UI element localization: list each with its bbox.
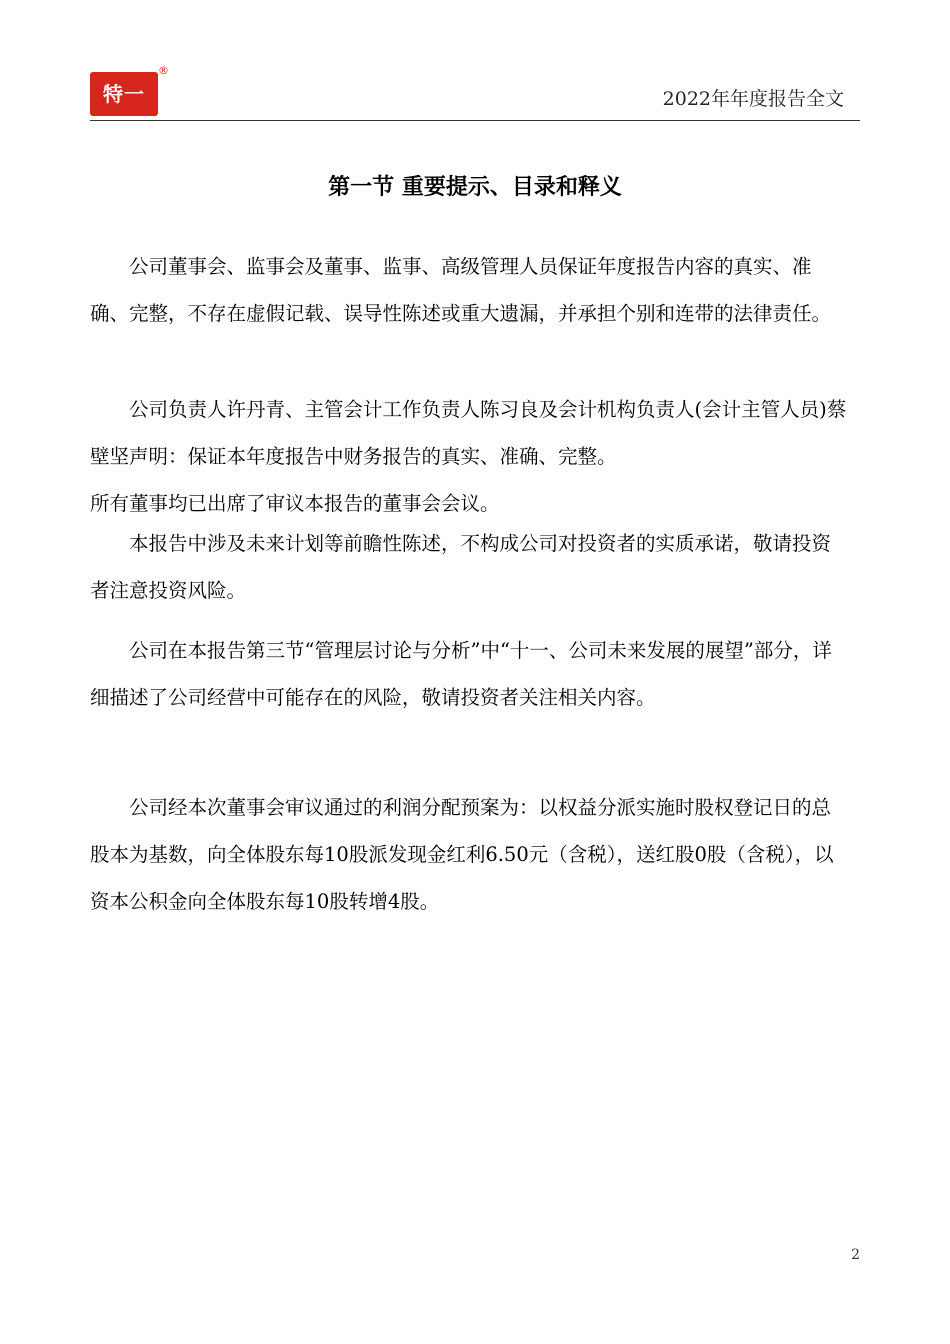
page-number: 2	[851, 1247, 860, 1263]
paragraph-1	[90, 243, 850, 337]
report-title: 2022年年度报告全文	[662, 88, 844, 110]
paragraph-text: 公司董事会、监事会及董事、监事、高级管理人员保证年度报告内容的真实、准确、完整，不存在虚假记载、误导性陈述或重大遗漏，并承担个别和连带的法律责任。	[90, 255, 832, 325]
paragraph-4	[90, 627, 850, 721]
page-header	[90, 64, 860, 121]
paragraph-2	[90, 386, 850, 527]
paragraph-text: 公司负责人许丹青、主管会计工作负责人陈习良及会计机构负责人(会计主管人员)蔡壁坚声明：保证本年度报告中财务报告的真实、准确、完整。	[90, 398, 847, 468]
paragraph-text: 所有董事均已出席了审议本报告的董事会会议。	[90, 492, 500, 515]
registered-mark: ®	[158, 64, 170, 77]
paragraph-text: 公司在本报告第三节“管理层讨论与分析”中“十一、公司未来发展的展望”部分，详细描述了公司经营中可能存在的风险，敬请投资者关注相关内容。	[90, 639, 832, 709]
paragraph-3	[90, 520, 850, 614]
company-logo	[90, 64, 170, 116]
paragraph-text: 本报告中涉及未来计划等前瞻性陈述，不构成公司对投资者的实质承诺，敬请投资者注意投资风险。	[90, 532, 832, 602]
section-title: 第一节 重要提示、目录和释义	[328, 175, 622, 200]
logo-text: 特一	[103, 82, 145, 106]
paragraph-text: 公司经本次董事会审议通过的利润分配预案为：以权益分派实施时股权登记日的总股本为基数，向全体股东每10股派发现金红利6.50元（含税），送红股0股（含税），以资本公积金向全体股东每10股转增4股。	[90, 796, 834, 913]
paragraph-5	[90, 784, 850, 925]
